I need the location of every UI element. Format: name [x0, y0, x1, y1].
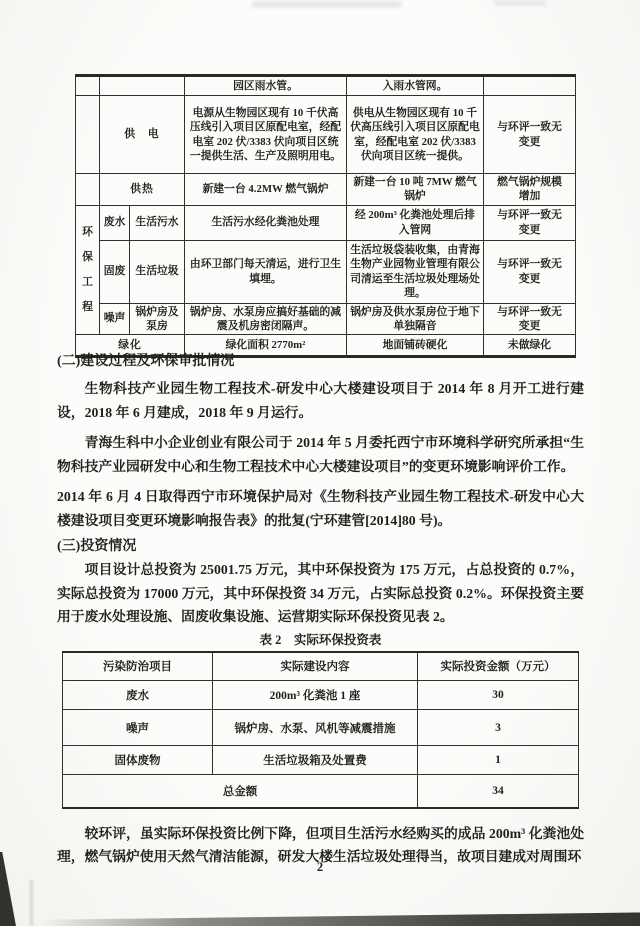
cell-empty	[76, 174, 100, 206]
cell-actual: 入雨水管网。	[347, 76, 484, 96]
section-heading-construction: (二)建设过程及环保审批情况	[57, 354, 235, 369]
cell-conclusion: 与环评一致无变更	[484, 205, 576, 240]
cell-item: 废水	[63, 681, 213, 710]
cell-content: 200m³ 化粪池 1 座	[213, 681, 418, 710]
cell-conclusion: 与环评一致无变更	[484, 240, 576, 303]
cell-amount: 30	[418, 681, 579, 710]
cell-label-heating: 供热	[100, 174, 185, 206]
cell-empty	[100, 76, 185, 96]
cell-subcategory: 生活垃圾	[130, 240, 185, 303]
cell-amount: 1	[418, 746, 579, 775]
column-header-amount: 实际投资金额（万元）	[418, 652, 579, 681]
cell-design: 生活污水经化粪池处理	[185, 205, 347, 240]
page-number: 2	[316, 860, 324, 874]
cell-content: 锅炉房、水泵、风机等减震措施	[213, 710, 418, 746]
cell-design: 锅炉房、水泵房应搞好基础的减震及机房密闭隔声。	[185, 303, 347, 335]
cell-content: 生活垃圾箱及处置费	[213, 746, 418, 775]
cell-design: 绿化面积 2770m²	[185, 335, 347, 357]
cell-subcategory: 锅炉房及泵房	[130, 303, 185, 335]
table-caption: 表 2 实际环保投资表	[259, 632, 382, 647]
cell-conclusion: 与环评一致无变更	[484, 303, 576, 335]
cell-design: 园区雨水管。	[185, 76, 347, 96]
cell-item: 噪声	[63, 710, 213, 746]
paragraph: 项目设计总投资为 25001.75 万元，其中环保投资为 175 万元，占总投资的 0.7%，实际总投资为 17000 万元，其中环保投资 34 万元，占实际总投资 0.2%。环保投资主要用于废水处理设施、固废收集设施、运营期实际环保投资见表 2。	[57, 562, 584, 624]
cell-design: 电源从生物园区现有 10 千伏高压线引入项目区原配电室，经配电室 202 伏/3383 伏向项目区统一提供生活、生产及照明用电。	[185, 96, 347, 174]
column-header-content: 实际建设内容	[213, 652, 418, 681]
cell-conclusion: 与环评一致无变更	[484, 96, 576, 174]
paragraph: 2014 年 6 月 4 日取得西宁市环境保护局对《生物科技产业园生物工程技术-研发中心大楼建设项目变更环境影响报告表》的批复(宁环建管[2014]80 号)。	[57, 489, 584, 528]
cell-actual: 供电从生物园区现有 10 千伏高压线引入项目区原配电室，经配电室 202 伏/3383 伏向项目区统一提供。	[347, 96, 484, 174]
table-row-power	[76, 96, 576, 174]
cell-item: 固体废物	[63, 746, 213, 775]
cell-amount: 3	[418, 710, 579, 746]
cell-total-amount: 34	[418, 775, 579, 808]
cell-label-greening: 绿化	[76, 335, 185, 357]
table-row-wastewater	[76, 205, 576, 240]
table-row-noise	[76, 303, 576, 335]
cell-design: 由环卫部门每天清运，进行卫生填埋。	[185, 240, 347, 303]
section-heading-investment: (三)投资情况	[57, 539, 137, 554]
cell-empty	[76, 76, 100, 96]
scan-streak	[30, 880, 33, 926]
paragraph: 生物科技产业园生物工程技术-研发中心大楼建设项目于 2014 年 8 月开工进行建设，2018 年 6 月建成，2018 年 9 月运行。	[57, 381, 584, 420]
cell-conclusion: 燃气锅炉规模增加	[484, 174, 576, 206]
cell-subcategory: 生活污水	[130, 205, 185, 240]
document-body	[57, 352, 584, 869]
cell-empty	[484, 76, 576, 96]
paragraph: 较环评，虽实际环保投资比例下降，但项目生活污水经购买的成品 200m³ 化粪池处理，燃气锅炉使用天然气清洁能源，研发大楼生活垃圾处理得当，故项目建成对周围环	[57, 825, 584, 864]
table-row	[63, 681, 579, 710]
cell-category-solid-waste: 固废	[100, 240, 130, 303]
env-comparison-table	[75, 74, 576, 358]
table-row	[63, 710, 579, 746]
cell-actual: 经 200m³ 化粪池处理后排入管网	[347, 205, 484, 240]
table-row-solid-waste	[76, 240, 576, 303]
cell-empty	[76, 96, 100, 174]
cell-actual: 新建一台 10 吨 7MW 燃气锅炉	[347, 174, 484, 206]
cell-category-wastewater: 废水	[100, 205, 130, 240]
scan-smudge	[494, 1, 546, 5]
table-row-heating	[76, 174, 576, 206]
cell-category-noise: 噪声	[100, 303, 130, 335]
cell-group-env-engineering: 环保工程	[76, 205, 100, 335]
scan-smudge	[252, 2, 402, 7]
table-row-carryover	[76, 76, 576, 96]
cell-actual: 生活垃圾袋装收集，由青海生物产业园物业管理有限公司清运至生活垃圾处理场处理。	[347, 240, 484, 303]
cell-total-label: 总金额	[63, 775, 418, 808]
paragraph: 青海生科中小企业创业有限公司于 2014 年 5 月委托西宁市环境科学研究所承担“生物科技产业园研发中心和生物工程技术中心大楼建设项目”的变更环境影响评价工作。	[57, 435, 584, 474]
table-total-row	[63, 775, 579, 808]
cell-actual: 锅炉房及供水泵房位于地下单独隔音	[347, 303, 484, 335]
table-row	[63, 746, 579, 775]
investment-table	[62, 651, 579, 809]
cell-actual: 地面铺砖硬化	[347, 335, 484, 357]
cell-conclusion: 未做绿化	[484, 335, 576, 357]
scan-edge-shadow	[40, 912, 640, 926]
column-header-item: 污染防治项目	[63, 652, 213, 681]
cell-label-power: 供 电	[100, 96, 185, 174]
table-header-row	[63, 652, 579, 681]
cell-design: 新建一台 4.2MW 燃气锅炉	[185, 174, 347, 206]
